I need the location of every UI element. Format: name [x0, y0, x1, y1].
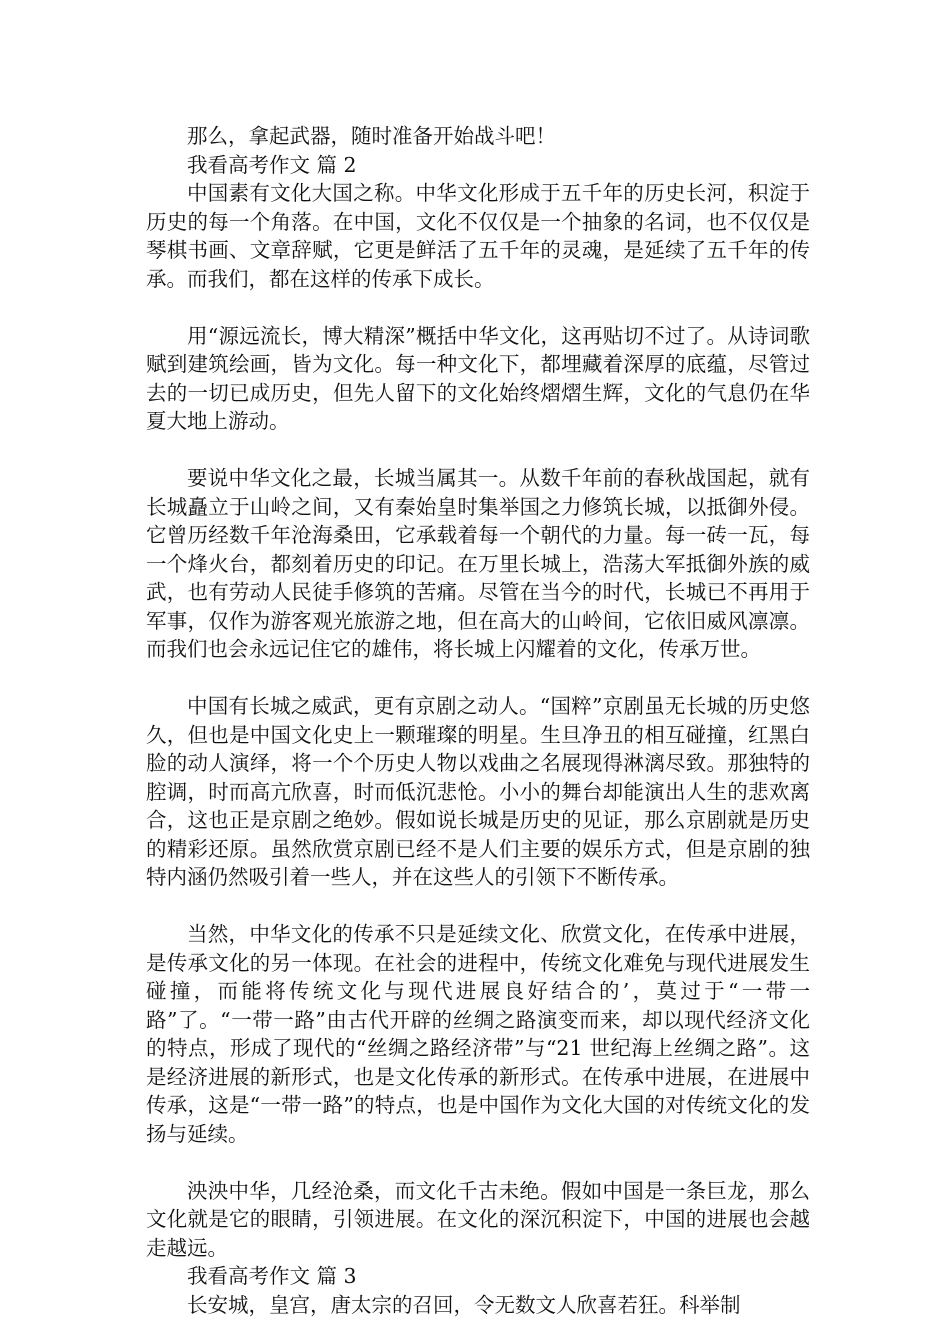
paragraph-belt-and-road: 当然，中华文化的传承不只是延续文化、欣赏文化，在传承中进展，是传承文化的另一体现。在社会的进程中，传统文化难免与现代进展发生碰撞，而能将传统文化与现代进展良好结合的’，莫过于“一带一路”了。“一带一路”由古代开辟的丝绸之路演变而来，却以现代经济文化的特点，形成了现代的“丝绸之路经济带”与“21 世纪海上丝绸之路”。这是经济进展的新形式，也是文化传承的新形式。在传承中进展，在进展中传承，这是“一带一路”的特点，也是中国作为文化大国的对传统文化的发扬与延续。	[146, 922, 810, 1146]
document-body	[146, 122, 810, 1319]
essay-heading-3: 我看高考作文 篇 3	[187, 1264, 357, 1288]
paragraph-great-wall: 要说中华文化之最，长城当属其一。从数千年前的春秋战国起，就有长城矗立于山岭之间，又有秦始皇时集举国之力修筑长城，以抵御外侵。它曾历经数千年沧海桑田，它承载着每一个朝代的力量。每一砖一瓦，每一个烽火台，都刻着历史的印记。在万里长城上，浩荡大军抵御外族的威武，也有劳动人民徒手修筑的苦痛。尽管在当今的时代，长城已不再用于军事，仅作为游客观光旅游之地，但在高大的山岭间，它依旧威风凛凛。而我们也会永远记住它的雄伟，将长城上闪耀着的文化，传承万世。	[146, 466, 810, 661]
paragraph-intro: 中国素有文化大国之称。中华文化形成于五千年的历史长河，积淀于历史的每一个角落。在中国，文化不仅仅是一个抽象的名词，也不仅仅是琴棋书画、文章辞赋，它更是鲜活了五千年的灵魂，是延续了五千年的传承。而我们，都在这样的传承下成长。	[146, 181, 810, 291]
paragraph-peking-opera: 中国有长城之威武，更有京剧之动人。“国粹”京剧虽无长城的历史悠久，但也是中国文化史上一颗璀璨的明星。生旦净丑的相互碰撞，红黑白脸的动人演绎，将一个个历史人物以戏曲之名展现得淋漓尽致。那独特的腔调，时而高亢欣喜，时而低沉悲怆。小小的舞台却能演出人生的悲欢离合，这也正是京剧之绝妙。假如说长城是历史的见证，那么京剧就是历史的精彩还原。虽然欣赏京剧已经不是人们主要的娱乐方式，但是京剧的独特内涵仍然吸引着一些人，并在这些人的引领下不断传承。	[146, 694, 810, 889]
paragraph-conclusion: 泱泱中华，几经沧桑，而文化千古未绝。假如中国是一条巨龙，那么文化就是它的眼睛，引领进展。在文化的深沉积淀下，中国的进展也会越走越远。	[146, 1178, 810, 1260]
paragraph-culture: 用“源远流长，博大精深”概括中华文化，这再贴切不过了。从诗词歌赋到建筑绘画，皆为文化。每一种文化下，都埋藏着深厚的底蕴，尽管过去的一切已成历史，但先人留下的文化始终熠熠生辉，文化的气息仍在华夏大地上游动。	[146, 323, 810, 433]
essay-heading-2: 我看高考作文 篇 2	[187, 152, 357, 177]
closing-line: 那么，拿起武器，随时准备开始战斗吧！	[187, 124, 556, 148]
paragraph-essay-3-start: 长安城，皇宫，唐太宗的召回，令无数文人欣喜若狂。科举制	[187, 1292, 741, 1317]
